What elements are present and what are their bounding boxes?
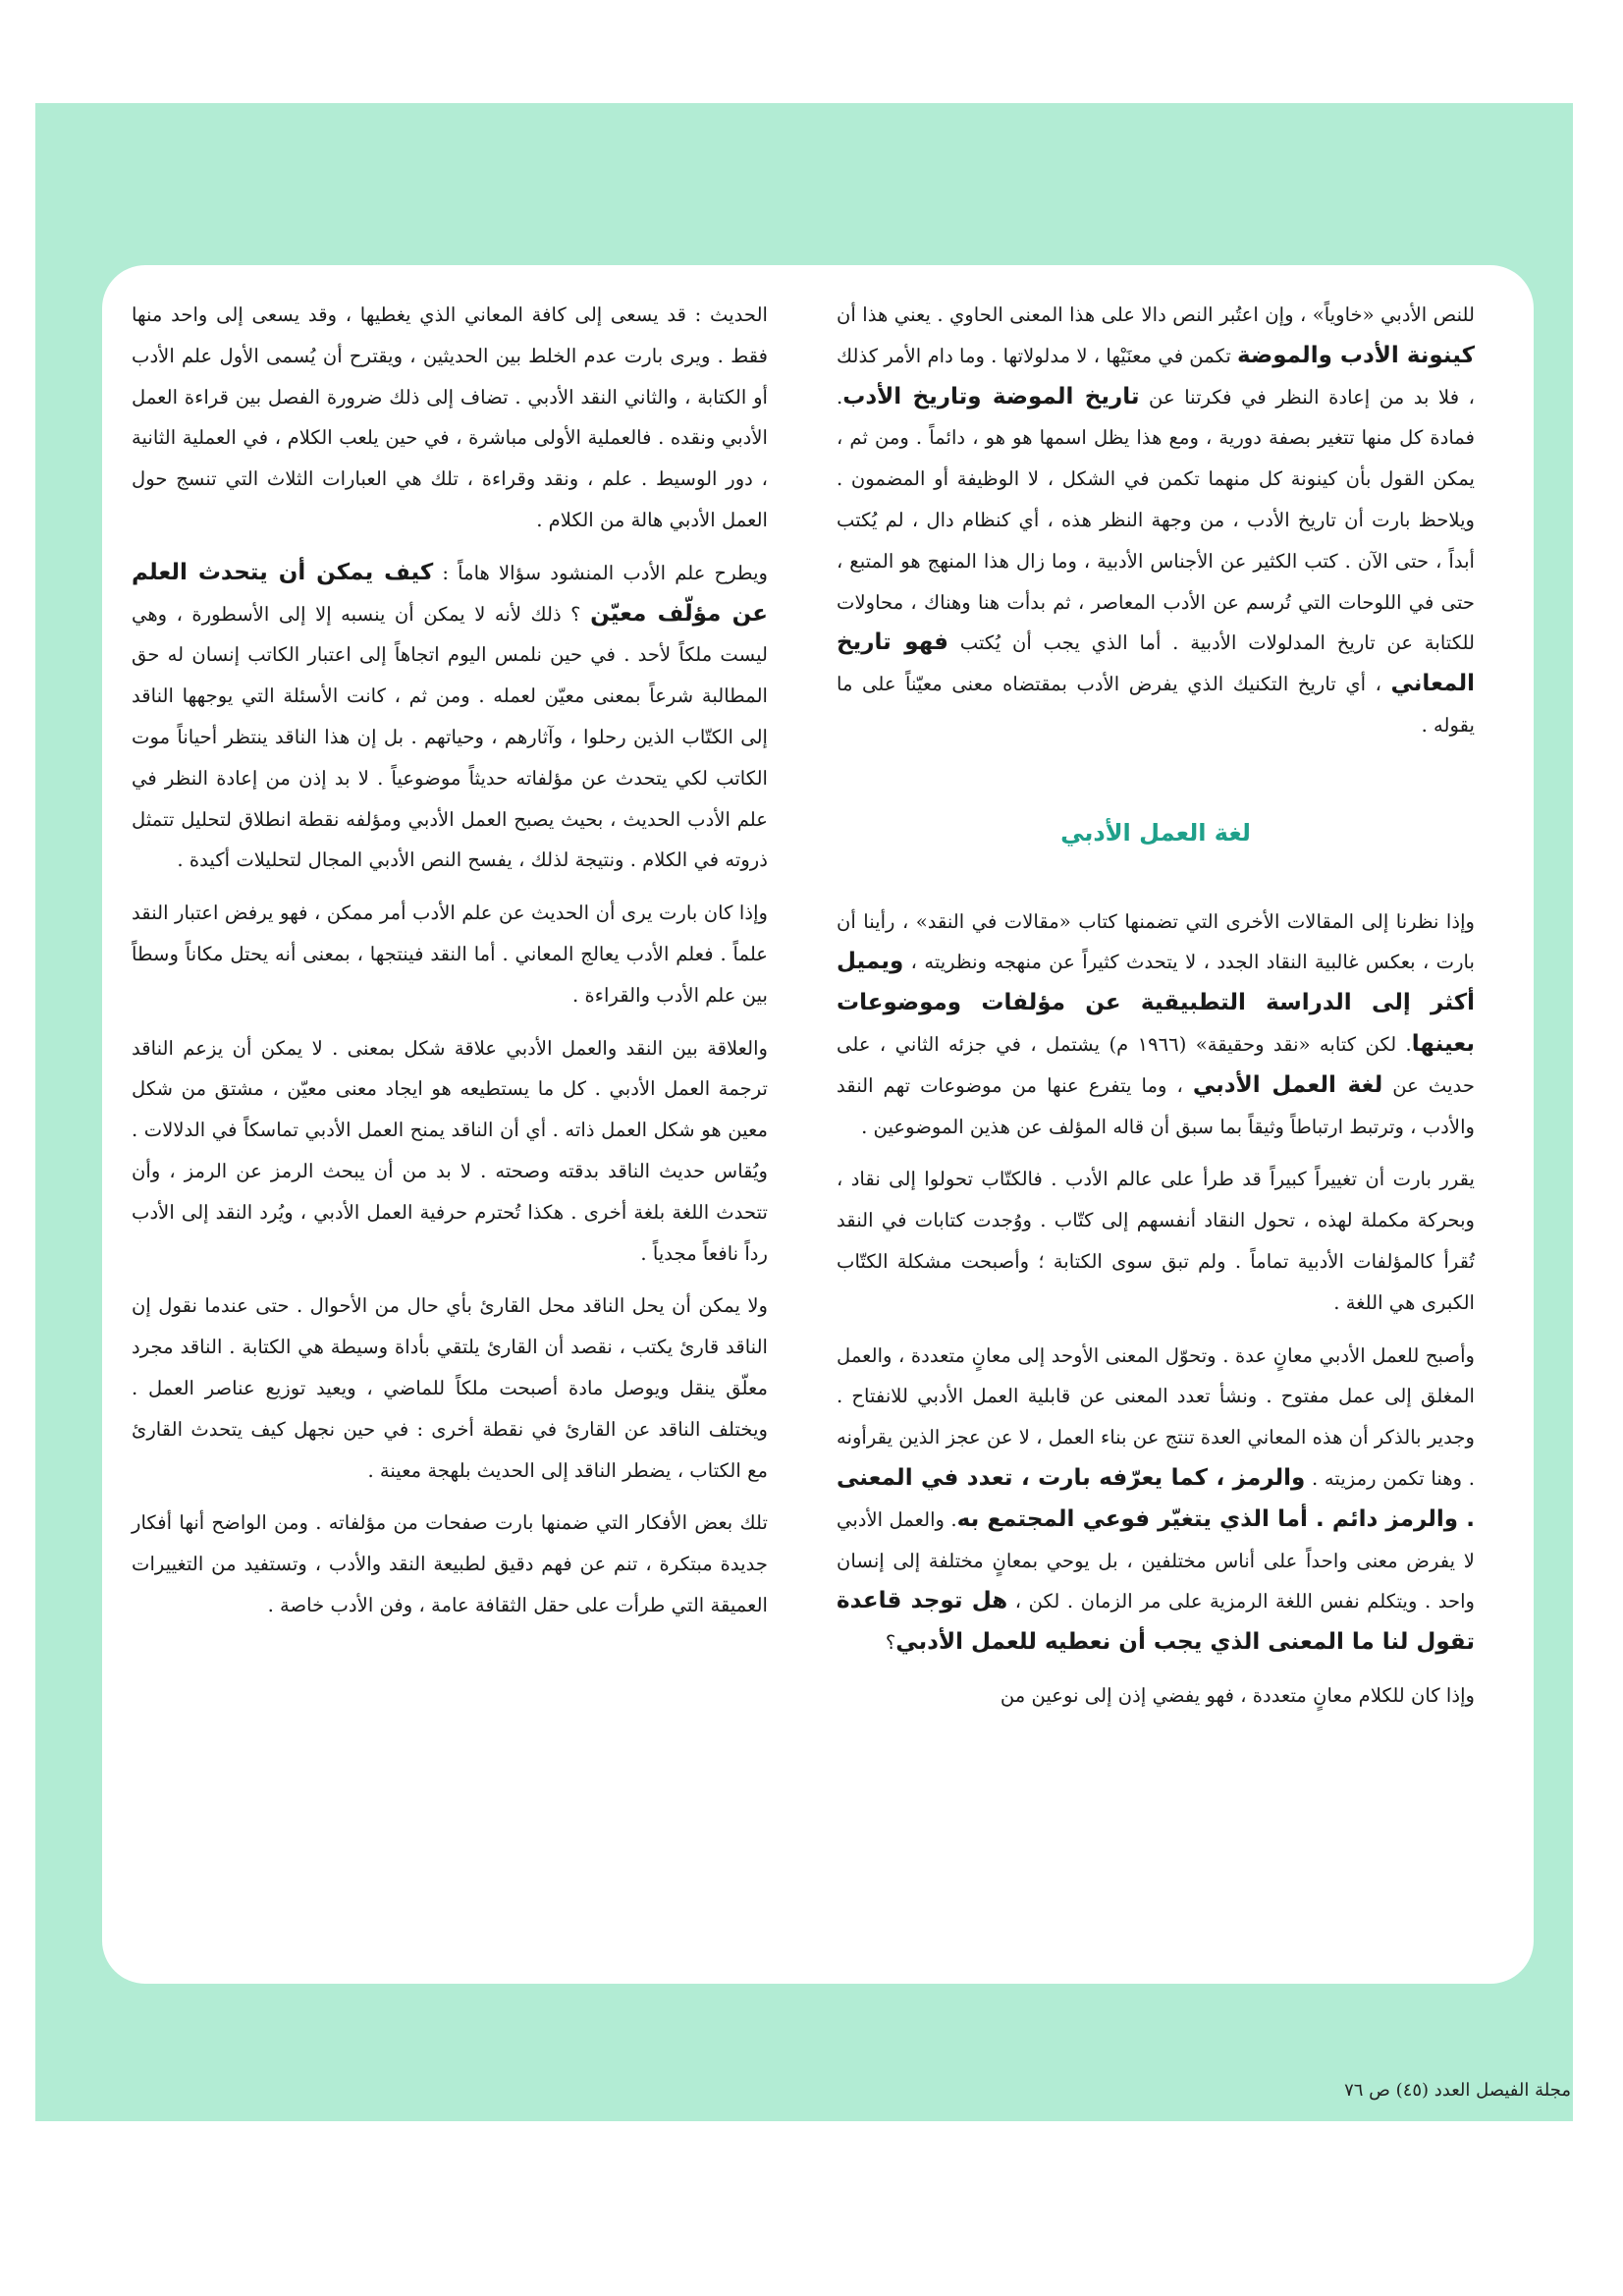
left-column: [132, 295, 768, 1638]
bold-phrase: لغة العمل الأدبي: [1192, 1071, 1383, 1098]
text-run: ويطرح علم الأدب المنشود سؤالا هاماً :: [433, 561, 768, 584]
paragraph: [837, 1675, 1475, 1717]
bold-phrase: هل توجد قاعدة تقول لنا ما المعنى الذي يجب أن نعطيه للعمل الأدبي: [837, 1588, 1475, 1656]
paragraph: [132, 1028, 768, 1275]
text-run: . والعمل الأدبي لا يفرض معنى واحداً على أناس مختلفين ، بل يوحي بمعانٍ مختلفة إلى إنسان واحد . ويتكلم نفس اللغة الرمزية على مر الزمان . لكن ،: [837, 1507, 1475, 1613]
bold-phrase: والرمز ، كما يعرّفه بارت ، تعدد في المعنى . والرمز دائم . أما الذي يتغيّر فوعي المجتمع به: [837, 1464, 1475, 1532]
bold-phrase: ويميل أكثر إلى الدراسة التطبيقية عن مؤلفات وموضوعات بعينها: [837, 949, 1475, 1057]
text-run: ؟ ذلك لأنه لا يمكن أن ينسبه إلا إلى الأسطورة ، وهي ليست ملكاً لأحد . في حين نلمس اليوم اتجاهاً إلى اعتبار الكاتب إنسان له حق المطالبة شرعاً بمعنى معيّن لعمله . ومن ثم ، كانت الأسئلة التي يوجهها الناقد إلى الكتّاب الذين رحلوا ، وآثارهم ، وحياتهم . بل إن هذا الناقد ينتظر أحياناً موت الكاتب لكي يتحدث عن مؤلفاته حديثاً موضوعياً . لا بد إذن من إعادة النظر في علم الأدب الحديث ، بحيث يصبح العمل الأدبي ومؤلفه نقطة انطلاق لتحليل تتمثل ذروته في الكلام . ونتيجة لذلك ، يفسح النص الأدبي المجال لتحليلات أكيدة .: [132, 602, 768, 872]
paragraph: [132, 553, 768, 881]
right-column: [837, 295, 1475, 1728]
paragraph: [132, 295, 768, 541]
bold-phrase: كيف يمكن أن يتحدث العلم عن مؤلّف معيّن: [132, 559, 769, 627]
text-run: ولا يمكن أن يحل الناقد محل القارئ بأي حال من الأحوال . حتى عندما نقول إن الناقد قارئ يكتب ، نقصد أن القارئ يلتقي بأداة وسيطة هي الكتابة . الناقد مجرد معلّق ينقل ويوصل مادة أصبحت ملكاً للماضي ، ويعيد توزيع عناصر العمل . ويختلف الناقد عن القارئ في نقطة أخرى : في حين نجهل كيف يتحدث القارئ مع الكتاب ، يضطر الناقد إلى الحديث بلهجة معينة .: [132, 1294, 768, 1482]
text-run: وأصبح للعمل الأدبي معانٍ عدة . وتحوّل المعنى الأوحد إلى معانٍ متعددة ، والعمل المغلق إلى عمل مفتوح . ونشأ تعدد المعنى عن قابلية العمل الأدبي للانفتاح . وجدير بالذكر أن هذه المعاني العدة تنتج عن بناء العمل ، لا عن عجز الذين يقرأونه . وهنا تكمن رمزيته .: [837, 1343, 1475, 1490]
paragraph: [132, 1503, 768, 1625]
text-run: ، أي تاريخ التكنيك الذي يفرض الأدب بمقتضاه معنى معيّناً على ما يقوله .: [837, 673, 1475, 737]
text-run: للنص الأدبي «خاوياً» ، وإن اعتُبر النص دالا على هذا المعنى الحاوي . يعني هذا أن: [837, 303, 1475, 326]
page-footer: مجلة الفيصل العدد (٤٥) ص ٧٦: [1344, 2080, 1571, 2101]
paragraph: [132, 893, 768, 1015]
text-run: يقرر بارت أن تغييراً كبيراً قد طرأ على عالم الأدب . فالكتّاب تحولوا إلى نقاد ، وبحركة مكملة لهذه ، تحول النقاد أنفسهم إلى كتّاب . ووُجدت كتابات في النقد تُقرأ كالمؤلفات الأدبية تماماً . ولم تبق سوى الكتابة ؛ وأصبحت مشكلة الكتّاب الكبرى هي اللغة .: [837, 1168, 1475, 1314]
paragraph: [837, 1336, 1475, 1664]
paragraph: [837, 295, 1475, 746]
text-run: وإذا كان للكلام معانٍ متعددة ، فهو يفضي إذن إلى نوعين من: [1000, 1683, 1475, 1707]
text-run: وإذا نظرنا إلى المقالات الأخرى التي تضمنها كتاب «مقالات في النقد» ، رأينا أن بارت ، بعكس غالبية النقاد الجدد ، لا يتحدث كثيراً عن منهجه ونظريته ،: [837, 909, 1475, 974]
text-run: والعلاقة بين النقد والعمل الأدبي علاقة شكل بمعنى . لا يمكن أن يزعم الناقد ترجمة العمل الأدبي . كل ما يستطيعه هو ايجاد معنى معيّن ، مشتق من شكل معين هو شكل العمل ذاته . أي أن الناقد يمنح العمل الأدبي تماسكاً في الدلالات . ويُقاس حديث الناقد بدقته وصحته . لا بد من أن يبحث الرمز عن الرمز ، وأن تتحدث اللغة بلغة أخرى . هكذا تُحترم حرفية العمل الأدبي ، ويُرد النقد إلى الأدب رداً نافعاً مجدياً .: [132, 1036, 768, 1265]
text-run: تلك بعض الأفكار التي ضمنها بارت صفحات من مؤلفاته . ومن الواضح أنها أفكار جديدة مبتكرة ، تنم عن فهم دقيق لطبيعة النقد والأدب ، وتستفيد من التغييرات العميقة التي طرأت على حقل الثقافة عامة ، وفن الأدب خاصة .: [132, 1511, 768, 1616]
bold-phrase: كينونة الأدب والموضة: [1237, 342, 1475, 368]
paragraph: [837, 902, 1475, 1148]
paragraph: [837, 1159, 1475, 1323]
section-heading: لغة العمل الأدبي: [1060, 818, 1251, 847]
text-run: ، وما يتفرع عنها من موضوعات تهم النقد والأدب ، وترتبط ارتباطاً وثيقاً بما سبق أن قاله المؤلف عن هذين الموضوعين .: [837, 1073, 1475, 1138]
paragraph: [132, 1285, 768, 1491]
text-run: ؟: [885, 1631, 896, 1655]
text-run: وإذا كان بارت يرى أن الحديث عن علم الأدب أمر ممكن ، فهو يرفض اعتبار النقد علماً . فعلم الأدب يعالج المعاني . أما النقد فينتجها ، بمعنى أنه يحتل مكاناً وسطاً بين علم الأدب والقراءة .: [132, 902, 768, 1007]
bold-phrase: تاريخ الموضة وتاريخ الأدب: [842, 383, 1140, 410]
text-run: . فمادة كل منها تتغير بصفة دورية ، ومع هذا يظل اسمها هو هو ، دائماً . ومن ثم ، يمكن القول بأن كينونة كل منهما تكمن في الشكل ، لا الوظيفة أو المضمون . ويلاحظ بارت أن تاريخ الأدب ، من وجهة النظر هذه ، أي كنظام دال ، لم يُكتب أبداً ، حتى الآن . كتب الكثير عن الأجناس الأدبية ، وما زال هذا المنهج هو المتبع ، حتى في اللوحات التي تُرسم عن الأدب المعاصر ، ثم بدأت هنا وهناك ، محاولات للكتابة عن تاريخ المدلولات الأدبية . أما الذي يجب أن يُكتب: [837, 385, 1475, 655]
text-run: الحديث : قد يسعى إلى كافة المعاني الذي يغطيها ، وقد يسعى إلى واحد منها فقط . ويرى بارت عدم الخلط بين الحديثين ، ويقترح أن يُسمى الأول علم الأدب أو الكتابة ، والثاني النقد الأدبي . تضاف إلى ذلك ضرورة الفصل بين قراءة العمل الأدبي ونقده . فالعملية الأولى مباشرة ، في حين يلعب الكلام ، في العملية الثانية ، دور الوسيط . علم ، ونقد وقراءة ، تلك هي العبارات الثلاث التي تنسج حول العمل الأدبي هالة من الكلام .: [132, 303, 768, 531]
bold-phrase: فهو تاريخ المعاني: [837, 629, 1475, 697]
text-run: تكمن في معنَيْها ، لا مدلولاتها . وما دام الأمر كذلك ، فلا بد من إعادة النظر في فكرتنا عن: [837, 344, 1475, 409]
text-run: . لكن كتابه «نقد وحقيقة» (١٩٦٦ م) يشتمل ، في جزئه الثاني ، على حديث عن: [837, 1032, 1475, 1097]
